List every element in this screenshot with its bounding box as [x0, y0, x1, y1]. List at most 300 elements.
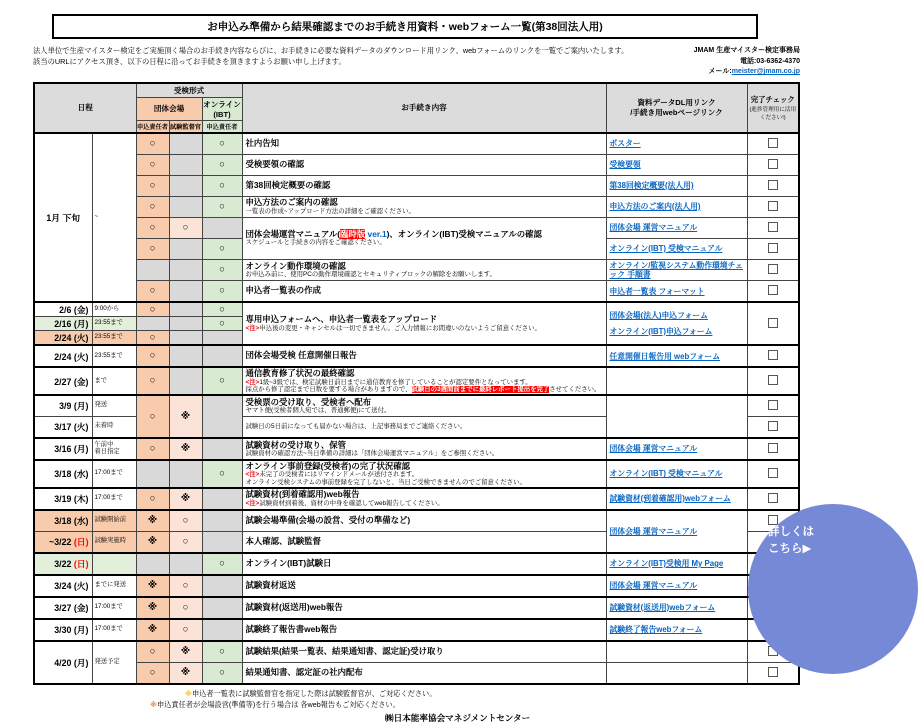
col-header-applicant: 申込責任者: [136, 120, 169, 133]
mark-proctor: [169, 259, 202, 281]
date-detail: 17:00まで: [92, 597, 136, 619]
task-title: 試験会場準備(会場の設営、受付の準備など): [245, 514, 411, 525]
intro-text: [33, 46, 628, 78]
mark-applicant: ○: [136, 196, 169, 217]
task-note: 一覧表の作成~アップロード方法の詳細をご確認ください。: [245, 207, 415, 215]
task-note: 試験資材の確認方法~当日準備の詳細は「団体会場運営マニュアル」をご参照ください。: [245, 450, 499, 458]
details-badge[interactable]: [748, 504, 918, 674]
link-cell: [606, 553, 747, 575]
date-cell: 3/18 (水): [34, 460, 92, 488]
mark-applicant: ※: [136, 575, 169, 597]
table-row: [34, 619, 799, 641]
link-cell: [606, 175, 747, 196]
mark-online: ○: [202, 154, 242, 175]
link-cell: [606, 281, 747, 303]
table-row: [34, 575, 799, 597]
link-cell: [606, 259, 747, 281]
note-marker: <注>: [245, 471, 260, 479]
mark-proctor: [169, 317, 202, 331]
task-title: 試験資材(返送用)web報告: [245, 601, 343, 612]
mark-proctor: ○: [169, 597, 202, 619]
version-text: ver.1: [365, 228, 387, 239]
intro-line1: 法人単位で生産マイスター検定をご実施頂く場合のお手続き内容ならびに、お手続きに必要な資料データのダウンロード用リンク、webフォームのリンクを一覧でご案内いたします。: [33, 46, 629, 55]
checkbox[interactable]: [768, 667, 778, 677]
task-cell: [242, 259, 606, 281]
task-title: 申込者一覧表の作成: [245, 285, 321, 296]
procedure-table: [33, 82, 800, 685]
mark-proctor: [169, 196, 202, 217]
mark-online: ○: [202, 553, 242, 575]
task-note: <注>未完了の受検者にはリマインドメールが送付されます。: [245, 471, 419, 479]
date-detail: 発送予定: [92, 641, 136, 684]
task-title: 団体会場受検 任意開催日報告: [245, 350, 357, 361]
mark-proctor: [169, 175, 202, 196]
task-note: <注>1級~3級では、検定試験日前日までに通信教育を修了していることが認定要件となっています。: [245, 378, 532, 386]
check-cell: [747, 238, 799, 259]
mark-proctor: ○: [169, 531, 202, 553]
col-header-check-title: 完了チェック: [750, 95, 795, 104]
mark-applicant: [136, 317, 169, 331]
mark-applicant: [136, 259, 169, 281]
task-note: <注>試験資材到着後、資材の中身を確認してweb報告してください。: [245, 499, 444, 507]
doc-link[interactable]: 団体会場 運営マニュアル: [609, 581, 698, 591]
task-cell: [242, 575, 606, 597]
task-cell: [242, 662, 606, 684]
link-cell: [606, 345, 747, 367]
check-cell: [747, 154, 799, 175]
mark-applicant: ○: [136, 281, 169, 303]
mark-online: ○: [202, 196, 242, 217]
doc-link[interactable]: 試験終了報告webフォーム: [609, 625, 703, 635]
table-row: [34, 641, 799, 663]
mark-proctor: ○: [169, 619, 202, 641]
checkbox[interactable]: [768, 138, 778, 148]
date-detail: 試験開始前: [92, 510, 136, 532]
mark-proctor: [169, 238, 202, 259]
mark-applicant: ○: [136, 302, 169, 317]
table-row: [34, 345, 799, 367]
mark-online: ○: [202, 281, 242, 303]
mark-proctor: [169, 553, 202, 575]
mark-applicant: ○: [136, 175, 169, 196]
mark-proctor: [169, 331, 202, 346]
table-row: [34, 662, 799, 684]
intro-row: [33, 46, 800, 78]
check-cell: [747, 488, 799, 510]
doc-link[interactable]: 試験資材(到着確認用)webフォーム: [609, 494, 731, 504]
table-row: [34, 302, 799, 317]
link-cell: [606, 641, 747, 663]
task-title: 本人確認、試験監督: [245, 535, 321, 546]
checkbox[interactable]: [768, 493, 778, 503]
date-cell: 2/16 (月): [34, 317, 92, 331]
task-note: 採点から修了認定まで日数を要する場合がありますので、試験日の3週間前までに最終レポート提出を完了させてください。: [245, 385, 601, 393]
task-cell: [242, 217, 606, 259]
intro-line2: 該当のURLにアクセス頂き、以下の日程に沿ってお手続きを頂きますようお願い申し上げます。: [33, 56, 346, 66]
doc-link[interactable]: 試験資材(返送用)webフォーム: [609, 603, 716, 613]
check-cell: [747, 259, 799, 281]
mark-proctor: ※: [169, 438, 202, 460]
mark-proctor: [169, 302, 202, 317]
task-note: <注>申込後の変更・キャンセルは一切できません。ご入力情報にお間違いのないようご留意ください。: [245, 324, 541, 332]
doc-link[interactable]: オンライン(IBT) 受検マニュアル: [609, 469, 723, 479]
contact-mail-label: メール:: [708, 68, 732, 75]
checkbox[interactable]: [768, 222, 778, 232]
task-cell: [242, 619, 606, 641]
task-title: オンライン事前登録(受検者)の完了状況確認: [245, 460, 410, 471]
checkbox[interactable]: [768, 400, 778, 410]
doc-link[interactable]: 第38回検定概要(法人用): [609, 180, 694, 190]
doc-link[interactable]: 申込方法のご案内(法人用): [609, 201, 701, 211]
document-page: [0, 14, 818, 723]
col-header-format: 受検形式: [136, 83, 242, 98]
check-cell: [747, 416, 799, 438]
mark-online: ○: [202, 302, 242, 317]
date-cell: 3/16 (月): [34, 438, 92, 460]
date-detail: 午前中 着日指定: [92, 438, 136, 460]
checkbox[interactable]: [768, 421, 778, 431]
doc-link[interactable]: 団体会場 運営マニュアル: [609, 526, 698, 536]
contact-org: JMAM 生産マイスター検定事務局: [693, 47, 800, 54]
link-cell: [606, 575, 747, 597]
col-header-online: オンライン(IBT): [202, 97, 242, 120]
note-marker: <注>: [245, 324, 260, 332]
date-detail: 23:55まで: [92, 317, 136, 331]
task-cell: [242, 488, 606, 510]
table-row: [34, 133, 799, 155]
table-row: [34, 395, 799, 417]
doc-link[interactable]: 申込者一覧表 フォーマット: [609, 286, 705, 296]
link-cell: [606, 662, 747, 684]
task-cell: [242, 281, 606, 303]
footer-notes: [0, 688, 818, 725]
checkbox[interactable]: [768, 243, 778, 253]
date-detail: 未着時: [92, 416, 136, 438]
mark-online: ○: [202, 259, 242, 281]
mark-online: ○: [202, 238, 242, 259]
mark-applicant: ○: [136, 438, 169, 460]
date-cell: ~3/22 (日): [34, 531, 92, 553]
details-badge-text: 詳しくは こちら▶: [768, 526, 814, 556]
mark-online: ○: [202, 317, 242, 331]
mark-applicant: ○: [136, 662, 169, 684]
mark-proctor: ※: [169, 395, 202, 438]
check-cell: [747, 662, 799, 684]
date-cell: 4/20 (月): [34, 641, 92, 684]
link-cell: [606, 597, 747, 619]
contact-mail-line: [694, 67, 800, 78]
mark-proctor: [169, 133, 202, 155]
footer-note-2: ※申込責任者が会場設営(準備等)を行う場合は 各web報告もご対応ください。: [150, 699, 400, 709]
doc-link[interactable]: 団体会場 運営マニュアル: [609, 222, 698, 232]
col-header-proctor: 試験監督官: [169, 120, 202, 133]
mark-online: [202, 438, 242, 460]
footer-note-1: ※申込者一覧表に試験監督官を指定した際は試験監督官が、ご対応ください。: [185, 688, 437, 698]
link-cell: [606, 302, 747, 345]
task-title: 社内告知: [245, 137, 279, 148]
table-row: [34, 488, 799, 510]
task-title: 試験終了報告書web報告: [245, 623, 338, 634]
check-cell: [747, 217, 799, 238]
task-title: 試験資材の受け取り、保管: [245, 439, 346, 450]
mark-online: ○: [202, 367, 242, 395]
checkbox[interactable]: [768, 375, 778, 385]
date-cell: 3/27 (金): [34, 597, 92, 619]
doc-link[interactable]: 受検要領: [609, 159, 641, 169]
checkbox[interactable]: [768, 443, 778, 453]
link-cell: [606, 619, 747, 641]
task-note: ヤマト便(受検者個人宛では、普通郵便)にて送付。: [245, 407, 391, 415]
mark-online: [202, 217, 242, 238]
checkbox[interactable]: [768, 180, 778, 190]
mark-online: [202, 345, 242, 367]
date-detail: までに発送: [92, 575, 136, 597]
date-detail: 9:00から: [92, 302, 136, 317]
check-cell: [747, 133, 799, 155]
doc-link[interactable]: 任意開催日報告用 webフォーム: [609, 351, 721, 361]
doc-link[interactable]: 団体会場 運営マニュアル: [609, 444, 698, 454]
table-row: [34, 553, 799, 575]
date-detail: 23:55まで: [92, 331, 136, 346]
mark-proctor: [169, 154, 202, 175]
mark-applicant: [136, 460, 169, 488]
doc-link[interactable]: オンライン/監視システム動作環境チェック 手順書: [609, 260, 743, 279]
note-marker: <注>: [245, 378, 260, 386]
doc-link[interactable]: 団体会場(法人)申込フォーム: [609, 311, 708, 321]
task-cell: [242, 196, 606, 217]
table-row: [34, 460, 799, 488]
mark-applicant: [136, 553, 169, 575]
doc-link[interactable]: ポスター: [609, 138, 641, 148]
date-cell: 2/24 (火): [34, 345, 92, 367]
check-cell: [747, 460, 799, 488]
mark-applicant: ○: [136, 331, 169, 346]
task-cell: [242, 438, 606, 460]
mark-applicant: ○: [136, 488, 169, 510]
task-cell: [242, 510, 606, 532]
link-cell: [606, 217, 747, 238]
col-header-check-sub: (進捗管理用に活用ください!): [749, 107, 797, 121]
mark-online: [202, 619, 242, 641]
note-marker: <注>: [245, 499, 260, 507]
date-cell: 3/24 (火): [34, 575, 92, 597]
task-note: オンライン受検システムの事前登録を完了しないと、当日ご受検できませんのでご留意ください。: [245, 478, 526, 486]
link-cell: [606, 395, 747, 438]
table-row: [34, 281, 799, 303]
date-cell: 3/22 (日): [34, 553, 92, 575]
mark-applicant: ○: [136, 154, 169, 175]
mark-online: [202, 331, 242, 346]
highlight-text: 臨時版: [340, 228, 366, 239]
date-detail: まで: [92, 367, 136, 395]
date-detail: ~: [92, 133, 136, 303]
link-cell: [606, 438, 747, 460]
col-header-content: お手続き内容: [242, 83, 606, 133]
date-cell: 2/24 (火): [34, 331, 92, 346]
mark-proctor: ○: [169, 217, 202, 238]
note-asterisk: ※: [150, 699, 157, 709]
mark-proctor: [169, 345, 202, 367]
check-cell: [747, 438, 799, 460]
link-cell: [606, 367, 747, 395]
task-title: 専用申込フォームへ、申込者一覧表をアップロード: [245, 314, 438, 325]
mark-online: ○: [202, 175, 242, 196]
col-header-links-line1: 資料データDL用リンク: [637, 98, 716, 108]
link-cell: [606, 460, 747, 488]
task-title: 結果通知書、認定証の社内配布: [245, 666, 363, 677]
checkbox[interactable]: [768, 159, 778, 169]
task-cell: [242, 345, 606, 367]
table-row: [34, 154, 799, 175]
contact-mail-link[interactable]: meister@jmam.co.jp: [731, 68, 800, 75]
date-detail: 発送: [92, 395, 136, 417]
mark-applicant: ※: [136, 619, 169, 641]
check-cell: [747, 302, 799, 345]
mark-applicant: ○: [136, 395, 169, 438]
mark-proctor: ○: [169, 575, 202, 597]
mark-applicant: ○: [136, 345, 169, 367]
task-cell: [242, 367, 606, 395]
link-cell: [606, 488, 747, 510]
task-title: 第38回検定概要の確認: [245, 179, 331, 190]
col-header-check: [747, 83, 799, 133]
col-header-links: [606, 83, 747, 133]
doc-link[interactable]: オンライン(IBT)申込フォーム: [609, 326, 713, 336]
task-cell: [242, 133, 606, 155]
col-header-applicant-online: 申込責任者: [202, 120, 242, 133]
table-row: [34, 510, 799, 532]
task-title: 試験資材(到着確認用)web報告: [245, 489, 360, 500]
mark-online: [202, 488, 242, 510]
mark-proctor: ○: [169, 510, 202, 532]
mark-applicant: ○: [136, 133, 169, 155]
mark-proctor: [169, 281, 202, 303]
checkbox[interactable]: [768, 350, 778, 360]
date-detail: 23:55まで: [92, 345, 136, 367]
task-title: オンライン(IBT)試験日: [245, 557, 332, 568]
table-row: [34, 196, 799, 217]
mark-proctor: ※: [169, 662, 202, 684]
task-title: 申込方法のご案内の確認: [245, 197, 338, 208]
table-row: [34, 438, 799, 460]
sunday-label: (日): [73, 559, 89, 570]
checkbox[interactable]: [768, 468, 778, 478]
link-cell: [606, 154, 747, 175]
date-detail: 17:00まで: [92, 488, 136, 510]
doc-link[interactable]: オンライン(IBT) 受検マニュアル: [609, 243, 723, 253]
doc-link[interactable]: オンライン(IBT)受検用 My Page: [609, 559, 724, 569]
date-cell: 3/17 (火): [34, 416, 92, 438]
highlight-text: 試験日の3週間前までに最終レポート提出を完了: [411, 385, 550, 393]
table-row: [34, 367, 799, 395]
table-row: [34, 259, 799, 281]
table-row: [34, 217, 799, 238]
mark-proctor: [169, 367, 202, 395]
task-cell: [242, 597, 606, 619]
sunday-label: (日): [73, 537, 89, 548]
table-row: [34, 175, 799, 196]
table-row: [34, 597, 799, 619]
link-cell: [606, 238, 747, 259]
mark-applicant: ※: [136, 510, 169, 532]
date-detail: 17:00まで: [92, 619, 136, 641]
task-title: 受検票の受け取り、受検者へ配布: [245, 396, 372, 407]
mark-proctor: ※: [169, 488, 202, 510]
check-cell: [747, 345, 799, 367]
date-cell: 2/6 (金): [34, 302, 92, 317]
col-header-venue: 団体会場: [136, 97, 202, 120]
mark-online: [202, 575, 242, 597]
mark-online: ○: [202, 133, 242, 155]
mark-online: ○: [202, 460, 242, 488]
checkbox[interactable]: [768, 318, 778, 328]
task-title: 試験資材返送: [245, 579, 296, 590]
date-detail: 試験実施時: [92, 531, 136, 553]
task-note: スケジュールと手続きの内容をご確認ください。: [245, 239, 386, 247]
check-cell: [747, 196, 799, 217]
task-cell: [242, 395, 606, 417]
checkbox[interactable]: [768, 264, 778, 274]
task-title: オンライン動作環境の確認: [245, 260, 346, 271]
date-detail: [92, 553, 136, 575]
date-cell: 1月 下旬: [34, 133, 92, 303]
date-detail: 17:00まで: [92, 460, 136, 488]
check-cell: [747, 367, 799, 395]
task-title: 通信教育修了状況の最終確認: [245, 368, 355, 379]
company-name: ㈱日本能率協会マネジメントセンター: [385, 713, 531, 723]
link-cell: [606, 196, 747, 217]
task-title: 団体会場運営マニュアル(臨時版 ver.1)、オンライン(IBT)受検マニュアルの確認: [245, 228, 542, 239]
mark-online: [202, 395, 242, 438]
check-cell: [747, 175, 799, 196]
task-cell: [242, 460, 606, 488]
mark-online: [202, 531, 242, 553]
check-cell: [747, 281, 799, 303]
contact-info: [694, 46, 800, 78]
task-note: お申込み前に、使用PCの動作環境確認とセキュリティブロックの解除をお願いします。: [245, 270, 496, 278]
link-cell: [606, 133, 747, 155]
mark-online: [202, 510, 242, 532]
check-cell: [747, 395, 799, 417]
task-cell: [242, 641, 606, 663]
mark-applicant: ※: [136, 597, 169, 619]
col-header-links-line2: /手続き用webページリンク: [630, 107, 723, 117]
date-cell: 3/9 (月): [34, 395, 92, 417]
mark-applicant: ○: [136, 238, 169, 259]
contact-tel: 電話:03-6362-4370: [740, 57, 800, 65]
date-cell: 3/30 (月): [34, 619, 92, 641]
task-cell: [242, 531, 606, 553]
page-title: お申込み準備から結果確認までのお手続き用資料・webフォーム一覧(第38回法人用): [52, 14, 758, 39]
checkbox[interactable]: [768, 285, 778, 295]
mark-online: [202, 597, 242, 619]
mark-online: ○: [202, 662, 242, 684]
col-header-date: 日程: [34, 83, 136, 133]
task-cell: [242, 154, 606, 175]
task-cell: [242, 175, 606, 196]
note-asterisk: ※: [185, 688, 192, 698]
task-cell: [242, 416, 606, 438]
checkbox[interactable]: [768, 201, 778, 211]
link-cell: [606, 510, 747, 553]
task-title: 受検要領の確認: [245, 158, 305, 169]
date-cell: 3/19 (木): [34, 488, 92, 510]
date-cell: 2/27 (金): [34, 367, 92, 395]
mark-proctor: ※: [169, 641, 202, 663]
mark-applicant: ○: [136, 217, 169, 238]
mark-online: ○: [202, 641, 242, 663]
mark-proctor: [169, 460, 202, 488]
